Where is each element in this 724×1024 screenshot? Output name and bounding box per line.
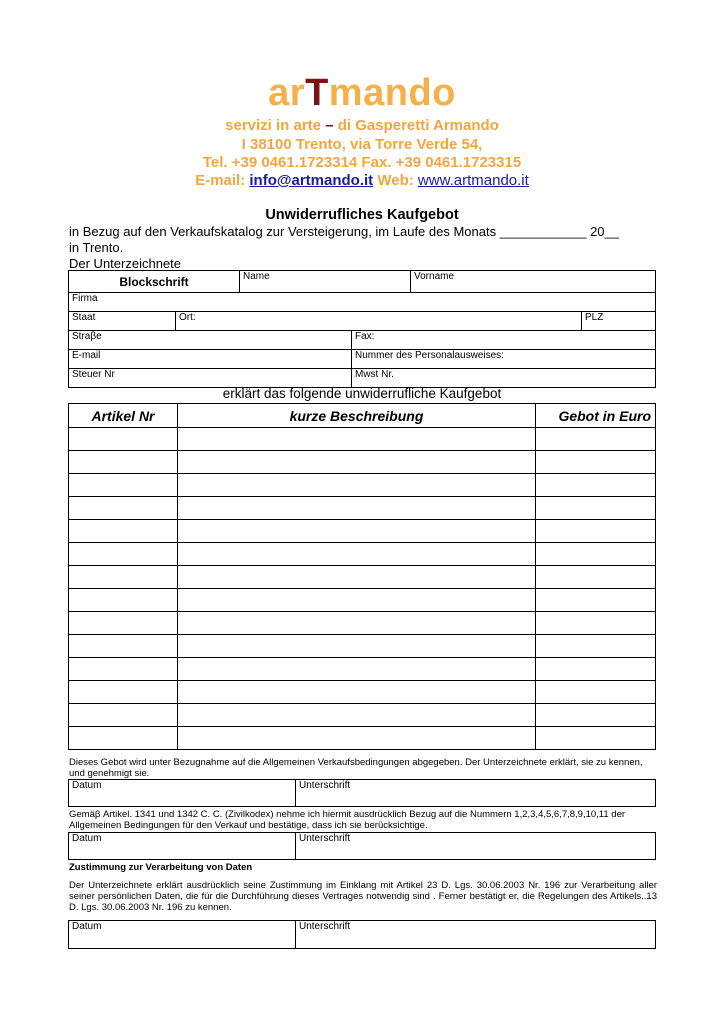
items-table [68,403,656,750]
mwst-field[interactable]: Mwst Nr. [352,369,656,388]
item-row[interactable] [69,543,656,566]
declares-text: erklärt das folgende unwiderrufliche Kaufgebot [222,386,502,401]
statement-2: Gemäβ Artikel. 1341 und 1342 C. C. (Zivilkodex) nehme ich hiermit ausdrücklich Bezug auf die Nummern 1,2,3,4,5,6,7,8,9,10,11 der Allgemeinen Bedingungen für den Verkauf und bestätige, dass ich sie berücksichtige. [69,809,626,831]
datum-field-3[interactable]: Datum [69,921,296,949]
steuer-field[interactable]: Steuer Nr [69,369,352,388]
unterschrift-field-1[interactable]: Unterschrift [296,780,656,807]
email-link[interactable]: info@artmando.it [249,172,374,189]
header-artikel: Artikel Nr [69,404,178,428]
ort-field[interactable]: Ort: [176,312,582,331]
item-row[interactable] [69,727,656,750]
datum-field-2[interactable]: Datum [69,833,296,860]
unterschrift-field-3[interactable]: Unterschrift [296,921,656,949]
email-field[interactable]: E-mail [69,350,352,369]
intro-line-2: in Trento. [69,240,124,255]
item-row[interactable] [69,566,656,589]
statement-3: Der Unterzeichnete erklärt ausdrücklich seine Zustimmung im Einklang mit Artikel 23 D. Lgs. 30.06.2003 Nr. 196 zur Verarbeitung aller seiner persönlichen Daten, die für die Durchführung dieses Vertrages notwendig sind . Ferner bestätigt er, die Regelungen des Artikels..13 D. Lgs. 30.06.2003 Nr. 196 zu kennen. [69,880,657,913]
logo: arTmando [268,72,456,114]
personal-data-table-2 [68,292,656,331]
consent-title: Zustimmung zur Verarbeitung von Daten [69,862,253,873]
plz-field[interactable]: PLZ [582,312,656,331]
header-address: I 38100 Trento, via Torre Verde 54, [241,136,483,153]
form-title: Unwiderrufliches Kaufgebot [265,207,459,223]
vorname-field[interactable]: Vorname [411,271,656,293]
personal-data-table-3 [68,330,656,388]
header-phone: Tel. +39 0461.1723314 Fax. +39 0461.1723315 [202,154,522,171]
item-row[interactable] [69,612,656,635]
staat-field[interactable]: Staat [69,312,176,331]
personalausweis-field[interactable]: Nummer des Personalausweises: [352,350,656,369]
intro-line-3: Der Unterzeichnete [69,256,181,271]
strasse-field[interactable]: Straβe [69,331,352,350]
item-row[interactable] [69,589,656,612]
item-row[interactable] [69,428,656,451]
unterschrift-field-2[interactable]: Unterschrift [296,833,656,860]
item-row[interactable] [69,520,656,543]
intro-line-1: in Bezug auf den Verkaufskatalog zur Versteigerung, im Laufe des Monats ____________ 20__ [69,224,619,239]
blockschrift-label: Blockschrift [69,271,240,293]
header-beschreibung: kurze Beschreibung [178,404,536,428]
header-contact: E-mail: info@artmando.it Web: www.artmando.it [195,172,529,189]
item-row[interactable] [69,658,656,681]
header-line-1: servizi in arte – di Gasperetti Armando [225,117,499,134]
item-row[interactable] [69,497,656,520]
name-field[interactable]: Name [240,271,411,293]
signature-block-1 [68,779,656,807]
personal-data-table [68,270,656,293]
signature-block-3 [68,920,656,949]
statement-1: Dieses Gebot wird unter Bezugnahme auf die Allgemeinen Verkaufsbedingungen abgegeben. Der Unterzeichnete erklärt, sie zu kennen, und genehmigt sie. [69,757,643,779]
datum-field-1[interactable]: Datum [69,780,296,807]
web-link[interactable]: www.artmando.it [417,172,529,189]
signature-block-2 [68,832,656,860]
header-gebot: Gebot in Euro [536,404,656,428]
item-row[interactable] [69,635,656,658]
item-row[interactable] [69,451,656,474]
fax-field[interactable]: Fax: [352,331,656,350]
item-row[interactable] [69,704,656,727]
firma-field[interactable]: Firma [69,293,656,312]
item-row[interactable] [69,474,656,497]
item-row[interactable] [69,681,656,704]
